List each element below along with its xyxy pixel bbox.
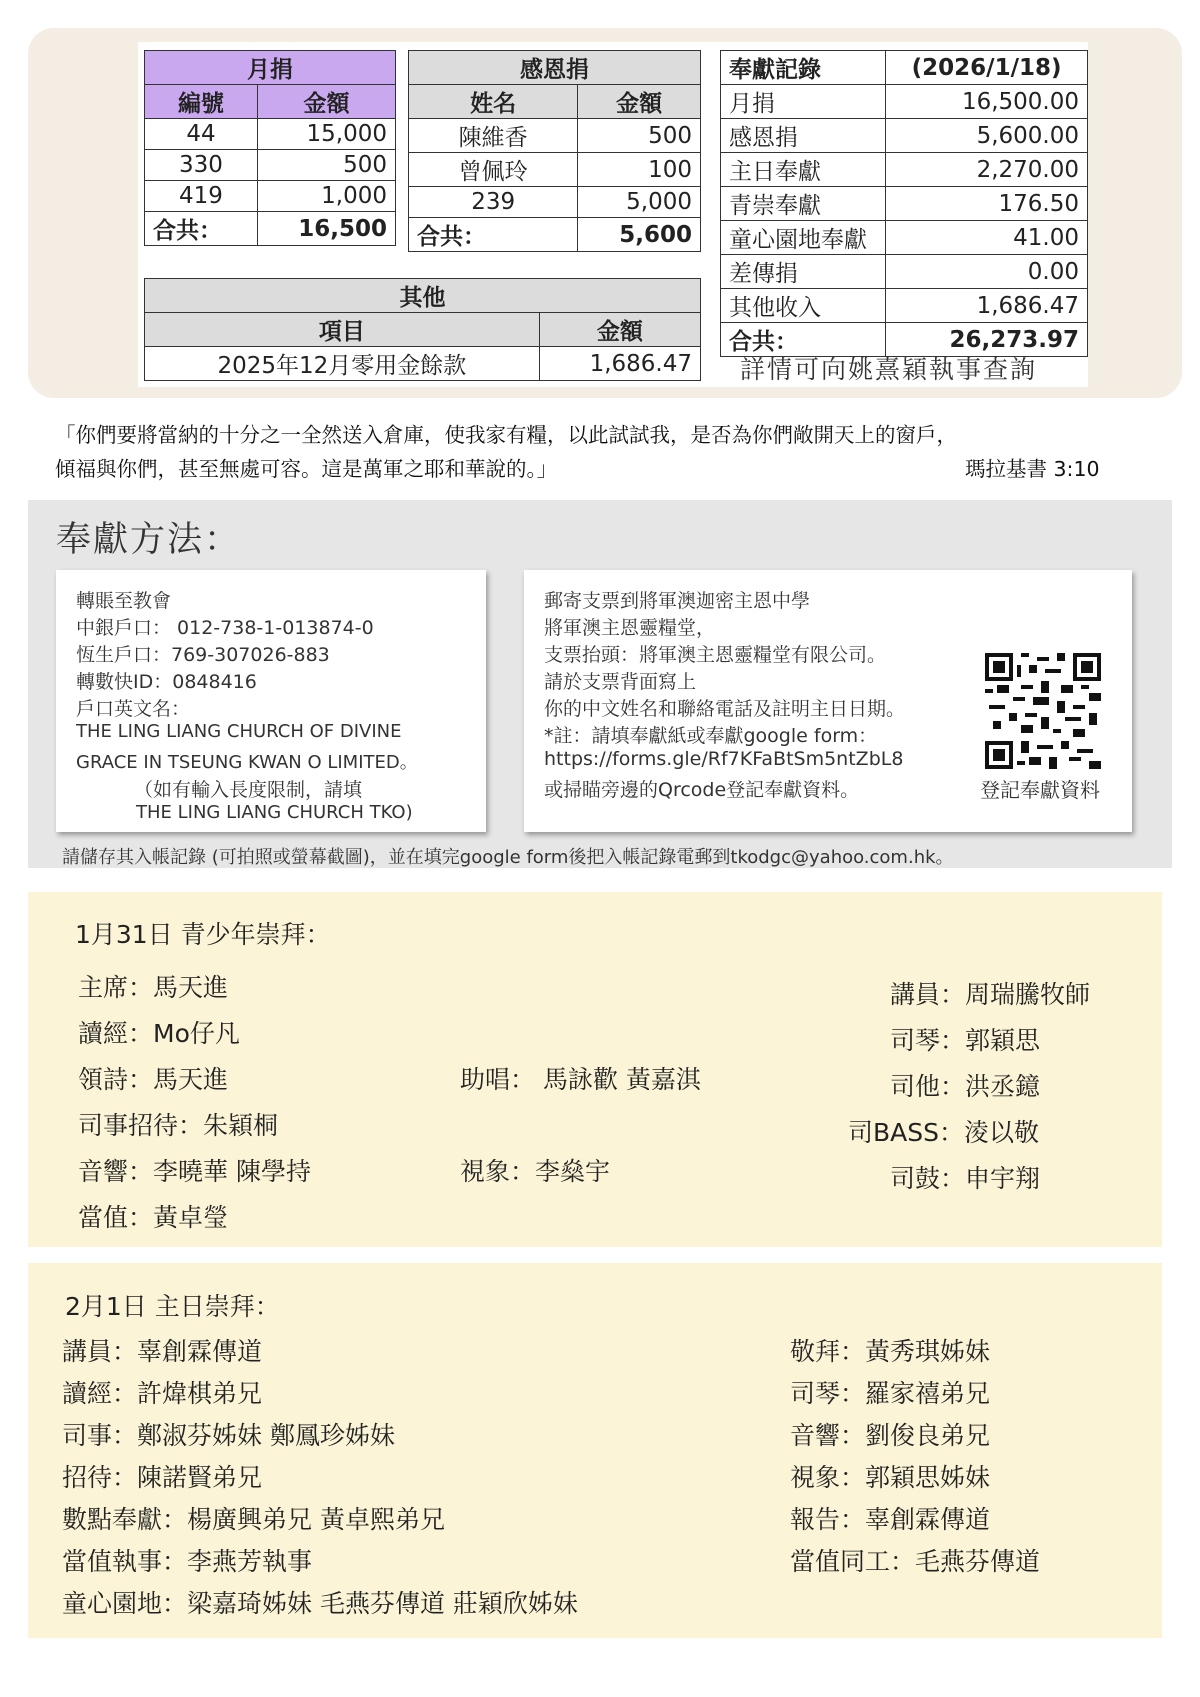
table-row: [721, 153, 1088, 187]
monthly-col-amount: 金額: [257, 85, 395, 119]
thanks-total: 5,600: [578, 218, 701, 252]
qr-code-icon[interactable]: [985, 653, 1101, 769]
monthly-col-no: 編號: [145, 85, 258, 119]
record-label: 月捐: [721, 85, 886, 119]
record-amount: 16,500.00: [886, 85, 1088, 119]
role-entry: 音響：劉俊良弟兄: [790, 1421, 991, 1450]
role-entry: 講員：辜創霖傳道: [62, 1337, 263, 1366]
monthly-amount: 1,000: [257, 181, 395, 212]
role-entry: 數點奉獻：楊廣興弟兄 黃卓熙弟兄: [62, 1505, 445, 1534]
record-label: 主日奉獻: [721, 153, 886, 187]
other-item: 2025年12月零用金餘款: [145, 347, 540, 381]
role-entry: 報告：辜創霖傳道: [790, 1505, 991, 1534]
monthly-offering-table: [144, 50, 396, 246]
thanks-col-name: 姓名: [409, 85, 578, 119]
monthly-amount: 15,000: [257, 119, 395, 150]
card-line: 將軍澳主恩靈糧堂，: [544, 617, 716, 639]
record-label: 差傳捐: [721, 255, 886, 289]
role-entry: 司他：洪丞鐿: [890, 1072, 1041, 1101]
role-entry: 招待：陳諾賢弟兄: [62, 1463, 263, 1492]
role-entry: 司鼓：申宇翔: [890, 1164, 1041, 1193]
role-entry: 當值執事：李燕芳執事: [62, 1547, 313, 1576]
other-amount: 1,686.47: [539, 347, 700, 381]
role-entry: 視象：李燊宇: [460, 1157, 611, 1186]
total-row: [145, 212, 396, 246]
other-col-amount: 金額: [539, 313, 700, 347]
role-entry: 司琴：郭穎思: [890, 1026, 1041, 1055]
card-line: THE LING LIANG CHURCH OF DIVINE: [76, 721, 402, 742]
bank-transfer-card: [56, 570, 486, 832]
other-income-table: [144, 278, 701, 381]
card-line: 郵寄支票到將軍澳迦密主恩中學: [544, 590, 811, 612]
table-row: [409, 153, 701, 187]
card-line: *註：請填奉獻紙或奉獻google form：: [544, 725, 878, 747]
card-line: 或掃瞄旁邊的Qrcode登記奉獻資料。: [544, 779, 860, 801]
other-col-item: 項目: [145, 313, 540, 347]
other-title: 其他: [145, 279, 701, 313]
role-entry: 童心園地：梁嘉琦姊妹 毛燕芬傳道 莊穎欣姊妹: [62, 1589, 578, 1618]
card-line: 轉數快ID：0848416: [76, 671, 257, 693]
offering-methods-title: 奉獻方法：: [56, 520, 242, 560]
table-row: [721, 85, 1088, 119]
card-line: 你的中文姓名和聯絡電話及註明主日日期。: [544, 698, 906, 720]
total-row: [409, 218, 701, 252]
record-label: 童心園地奉獻: [721, 221, 886, 255]
table-row: [145, 150, 396, 181]
monthly-total-label: 合共：: [145, 212, 258, 246]
role-entry: 司琴：羅家禧弟兄: [790, 1379, 991, 1408]
table-row: [721, 289, 1088, 323]
table-row: [721, 187, 1088, 221]
role-entry: 司事：鄭淑芬姊妹 鄭鳳珍姊妹: [62, 1421, 395, 1450]
card-line: THE LING LIANG CHURCH TKO): [136, 802, 413, 823]
card-line: 請於支票背面寫上: [544, 671, 697, 693]
thanks-col-amount: 金額: [578, 85, 701, 119]
offering-record-table: [720, 50, 1088, 357]
record-amount: 0.00: [886, 255, 1088, 289]
thanks-amount: 500: [578, 119, 701, 153]
card-line: GRACE IN TSEUNG KWAN O LIMITED。: [76, 752, 418, 773]
monthly-title: 月捐: [145, 51, 396, 85]
verse-reference: 瑪拉基書 3:10: [965, 457, 1100, 481]
monthly-total: 16,500: [257, 212, 395, 246]
card-line: （如有輸入長度限制，請填: [134, 779, 363, 801]
record-label: 其他收入: [721, 289, 886, 323]
table-row: [409, 187, 701, 218]
role-entry: 讀經：許煒棋弟兄: [62, 1379, 263, 1408]
table-row: [721, 221, 1088, 255]
card-line: 恆生戶口：769-307026-883: [76, 644, 330, 666]
card-line: 轉賬至教會: [76, 590, 172, 612]
monthly-amount: 500: [257, 150, 395, 181]
thanks-amount: 100: [578, 153, 701, 187]
thanks-name: 239: [409, 187, 578, 218]
role-entry: 司事招待：朱穎桐: [78, 1111, 279, 1140]
card-line: 中銀戶口： 012-738-1-013874-0: [76, 617, 374, 639]
role-entry: 視象：郭穎思姊妹: [790, 1463, 991, 1492]
role-entry: 音響：李曉華 陳學持: [78, 1157, 311, 1186]
table-row: [721, 119, 1088, 153]
verse-line-1: 「你們要將當納的十分之一全然送入倉庫，使我家有糧，以此試試我，是否為你們敞開天上的窗戶，: [55, 423, 957, 447]
monthly-no: 419: [145, 181, 258, 212]
monthly-no: 44: [145, 119, 258, 150]
table-row: [145, 181, 396, 212]
offering-methods-footer: 請儲存其入帳記錄 (可拍照或螢幕截圖)，並在填完google form後把入帳記錄電郵到tkodgc@yahoo.com.hk。: [62, 847, 954, 868]
record-date: (2026/1/18): [886, 51, 1088, 85]
table-row: [145, 347, 701, 381]
role-entry: 敬拜：黃秀琪姊妹: [790, 1337, 991, 1366]
thanks-name: 陳維香: [409, 119, 578, 153]
role-entry: 讀經：Mo仔凡: [78, 1019, 240, 1048]
role-entry: 助唱： 馬詠歡 黃嘉淇: [460, 1065, 701, 1094]
table-row: [409, 119, 701, 153]
record-amount: 2,270.00: [886, 153, 1088, 187]
record-enquiry-note: 詳情可向姚熹穎執事查詢: [740, 355, 1038, 384]
card-line: 支票抬頭：將軍澳主恩靈糧堂有限公司。: [544, 644, 887, 666]
verse-line-2: 傾福與你們，甚至無處可容。這是萬軍之耶和華說的。」: [55, 457, 558, 481]
thanks-amount: 5,000: [578, 187, 701, 218]
youth-worship-heading: 1月31日 青少年崇拜：: [75, 920, 331, 949]
card-line: 戶口英文名：: [76, 698, 191, 720]
monthly-no: 330: [145, 150, 258, 181]
record-total: 26,273.97: [886, 323, 1088, 357]
role-entry: 講員：周瑞騰牧師: [890, 980, 1091, 1009]
role-entry: 領詩：馬天進: [78, 1065, 229, 1094]
record-label: 感恩捐: [721, 119, 886, 153]
role-entry: 司BASS：淩以敬: [848, 1118, 1039, 1147]
qr-code-label: 登記奉獻資料: [980, 778, 1100, 802]
record-label: 青崇奉獻: [721, 187, 886, 221]
role-entry: 主席：馬天進: [78, 973, 229, 1002]
record-amount: 41.00: [886, 221, 1088, 255]
record-amount: 176.50: [886, 187, 1088, 221]
thanks-offering-table: [408, 50, 701, 252]
role-entry: 當值：黃卓瑩: [78, 1203, 229, 1232]
thanks-title: 感恩捐: [409, 51, 701, 85]
thanks-name: 曾佩玲: [409, 153, 578, 187]
table-row: [721, 255, 1088, 289]
google-form-link[interactable]: https://forms.gle/Rf7KFaBtSm5ntZbL8: [544, 748, 904, 770]
record-amount: 1,686.47: [886, 289, 1088, 323]
thanks-total-label: 合共：: [409, 218, 578, 252]
sunday-worship-heading: 2月1日 主日崇拜：: [65, 1292, 280, 1321]
record-total-label: 合共：: [721, 323, 886, 357]
record-amount: 5,600.00: [886, 119, 1088, 153]
role-entry: 當值同工：毛燕芬傳道: [790, 1547, 1041, 1576]
record-title: 奉獻記錄: [721, 51, 886, 85]
table-row: [145, 119, 396, 150]
